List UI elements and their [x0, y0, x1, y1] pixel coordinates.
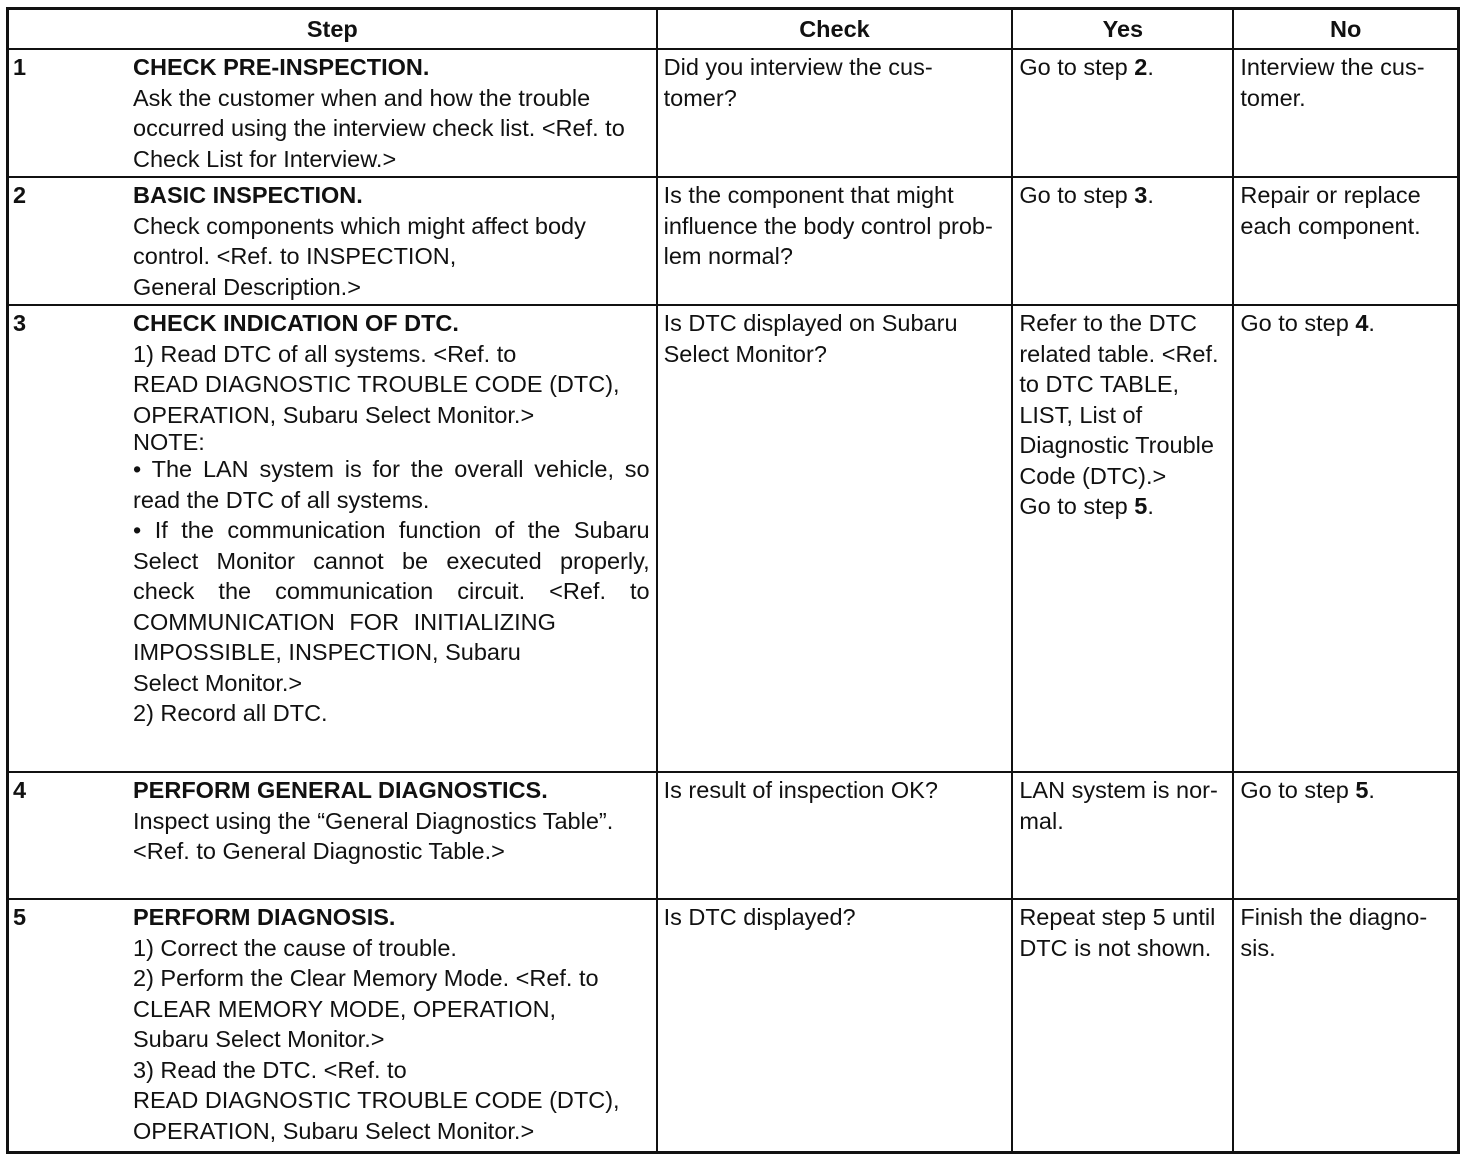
header-check: Check: [657, 9, 1013, 50]
step-text: COMMUNICATION FOR INITIALIZING: [133, 608, 556, 635]
check-text: influence the body control prob-: [663, 212, 993, 239]
step-text: General Description.>: [133, 273, 361, 300]
step-title: CHECK PRE-INSPECTION.: [133, 54, 430, 80]
step-body: [127, 306, 656, 729]
header-row: [8, 9, 1459, 50]
table-row: [8, 772, 1459, 899]
check-text: Did you interview the cus-: [663, 54, 933, 80]
yes-text: related table. <Ref.: [1019, 340, 1219, 367]
step-text: Inspect using the “General Diagnostics Table”.: [133, 807, 614, 834]
yes-cell: [1012, 177, 1233, 305]
header-yes: Yes: [1012, 9, 1233, 50]
step-number: 5: [13, 904, 27, 930]
step-cell: [8, 177, 657, 305]
note-label: NOTE:: [133, 429, 205, 455]
step-number: 1: [13, 54, 27, 80]
no-text: Interview the cus-: [1240, 54, 1425, 80]
check-text: Is result of inspection OK?: [663, 777, 938, 803]
step-text: OPERATION, Subaru Select Monitor.>: [133, 1117, 535, 1144]
no-cell: [1233, 899, 1458, 1153]
step-number: 4: [13, 777, 27, 803]
no-text: each component.: [1240, 212, 1421, 239]
step-number: 2: [13, 182, 27, 208]
yes-text: .: [1147, 54, 1154, 80]
step-text: Select Monitor cannot be executed properly,: [133, 547, 650, 574]
check-text: Is DTC displayed on Subaru: [663, 310, 958, 336]
diagnostic-table: [6, 7, 1460, 1154]
check-text: Select Monitor?: [663, 340, 827, 367]
yes-text: .: [1147, 182, 1154, 208]
no-cell: [1233, 305, 1458, 772]
yes-text: Code (DTC).>: [1019, 462, 1167, 489]
step-text: • The LAN system is for the overall vehicle, so: [133, 456, 650, 482]
step-text: Subaru Select Monitor.>: [133, 1026, 385, 1052]
table-row: [8, 305, 1459, 772]
step-text: READ DIAGNOSTIC TROUBLE CODE (DTC),: [133, 371, 620, 397]
check-cell: [657, 899, 1013, 1153]
yes-text: to DTC TABLE,: [1019, 371, 1180, 397]
check-text: Is DTC displayed?: [663, 904, 856, 930]
step-text: check the communication circuit. <Ref. to: [133, 578, 650, 604]
no-text: sis.: [1240, 934, 1276, 961]
no-step-ref: 5: [1355, 777, 1369, 803]
step-text: <Ref. to General Diagnostic Table.>: [133, 838, 505, 864]
step-title: BASIC INSPECTION.: [133, 182, 363, 208]
check-cell: [657, 177, 1013, 305]
yes-step-ref: 3: [1134, 182, 1148, 208]
step-text: 3) Read the DTC. <Ref. to: [133, 1056, 407, 1083]
yes-text: Go to step: [1019, 493, 1135, 519]
yes-text: Refer to the DTC: [1019, 310, 1197, 336]
yes-text: Go to step: [1019, 54, 1135, 80]
yes-cell: [1012, 49, 1233, 177]
header-no: No: [1233, 9, 1458, 50]
no-text: Repair or replace: [1240, 182, 1421, 208]
yes-text: .: [1147, 493, 1154, 519]
step-text: control. <Ref. to INSPECTION,: [133, 243, 457, 269]
step-text: IMPOSSIBLE, INSPECTION, Subaru: [133, 639, 521, 665]
step-cell: [8, 899, 657, 1153]
check-cell: [657, 305, 1013, 772]
yes-text: LAN system is nor-: [1019, 777, 1218, 803]
table-row: [8, 177, 1459, 305]
step-text: • If the communication function of the Subaru: [133, 517, 650, 543]
no-text: Go to step: [1240, 777, 1356, 803]
step-text: Check components which might affect body: [133, 212, 586, 239]
step-text: 1) Read DTC of all systems. <Ref. to: [133, 340, 517, 367]
step-text: OPERATION, Subaru Select Monitor.>: [133, 401, 535, 428]
document-page: [6, 7, 1460, 1154]
step-text: Check List for Interview.>: [133, 145, 397, 172]
yes-step-ref: 2: [1134, 54, 1148, 80]
header-step: Step: [8, 9, 657, 50]
step-body: [127, 178, 656, 302]
yes-text: Repeat step 5 until: [1019, 904, 1216, 930]
step-text: 2) Record all DTC.: [133, 700, 328, 726]
check-cell: [657, 49, 1013, 177]
table-row: [8, 49, 1459, 177]
step-cell: [8, 49, 657, 177]
no-step-ref: 4: [1355, 310, 1369, 336]
no-cell: [1233, 772, 1458, 899]
step-number: 3: [13, 310, 27, 336]
yes-text: LIST, List of: [1019, 401, 1143, 428]
step-text: 2) Perform the Clear Memory Mode. <Ref. to: [133, 965, 599, 991]
yes-text: Diagnostic Trouble: [1019, 432, 1214, 458]
no-text: tomer.: [1240, 84, 1306, 111]
check-text: tomer?: [663, 84, 737, 111]
step-cell: [8, 305, 657, 772]
step-text: occurred using the interview check list. <Ref. to: [133, 115, 625, 141]
yes-cell: [1012, 899, 1233, 1153]
step-title: CHECK INDICATION OF DTC.: [133, 310, 459, 336]
no-text: Go to step: [1240, 310, 1356, 336]
no-text: .: [1368, 310, 1375, 336]
yes-step-ref: 5: [1134, 493, 1148, 519]
no-text: Finish the diagno-: [1240, 904, 1428, 930]
yes-cell: [1012, 772, 1233, 899]
no-text: .: [1368, 777, 1375, 803]
step-cell: [8, 772, 657, 899]
step-text: read the DTC of all systems.: [133, 486, 430, 513]
step-body: [127, 50, 656, 174]
step-body: [127, 900, 656, 1146]
step-title: PERFORM GENERAL DIAGNOSTICS.: [133, 777, 548, 803]
step-title: PERFORM DIAGNOSIS.: [133, 904, 396, 930]
yes-text: mal.: [1019, 807, 1064, 834]
no-cell: [1233, 49, 1458, 177]
table-row: [8, 899, 1459, 1153]
check-text: lem normal?: [663, 243, 793, 269]
yes-cell: [1012, 305, 1233, 772]
step-text: Ask the customer when and how the trouble: [133, 84, 591, 111]
yes-goto: [1019, 491, 1226, 522]
check-cell: [657, 772, 1013, 899]
yes-text: DTC is not shown.: [1019, 934, 1212, 961]
no-cell: [1233, 177, 1458, 305]
check-text: Is the component that might: [663, 182, 954, 208]
step-body: [127, 773, 656, 867]
step-text: Select Monitor.>: [133, 669, 303, 696]
step-text: READ DIAGNOSTIC TROUBLE CODE (DTC),: [133, 1087, 620, 1113]
step-text: CLEAR MEMORY MODE, OPERATION,: [133, 995, 557, 1022]
step-text: 1) Correct the cause of trouble.: [133, 934, 457, 961]
yes-text: Go to step: [1019, 182, 1135, 208]
